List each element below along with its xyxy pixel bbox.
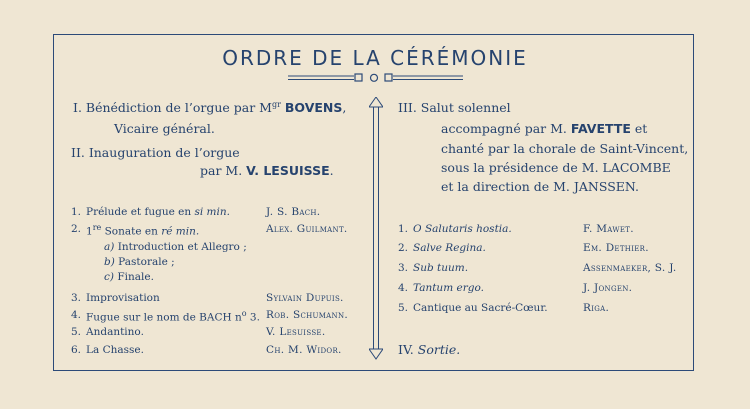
program-number: 3. (71, 292, 82, 304)
program-title: Tantum ergo. (413, 282, 484, 294)
section-ii-line2: par M. V. LESUISSE. (200, 163, 334, 178)
program-composer: Riga. (583, 302, 610, 314)
program-title: Improvisation (86, 292, 160, 304)
section-iv: IV. Sortie. (398, 342, 461, 357)
program-composer: Ch. M. Widor. (266, 344, 342, 356)
program-number: 2. (398, 242, 409, 254)
program-number: 1. (71, 206, 82, 218)
program-number: 5. (71, 326, 82, 338)
program-subitem: a) Introduction et Allegro ; (104, 241, 247, 253)
program-title: Cantique au Sacré-Cœur. (413, 302, 548, 314)
section-iii-line2: accompagné par M. FAVETTE et (441, 121, 648, 136)
program-composer: Assenmaeker, S. J. (583, 262, 677, 274)
program-number: 1. (398, 223, 409, 235)
section-ii-line1: II. Inauguration de l’orgue (71, 145, 240, 160)
program-composer: F. Mawet. (583, 223, 634, 235)
program-title: Andantino. (86, 326, 144, 338)
program-title: 1re Sonate en ré min. (86, 223, 200, 238)
section-iii-line3: chanté par la chorale de Saint-Vincent, (441, 141, 689, 156)
program-composer: Em. Dethier. (583, 242, 649, 254)
program-title: Fugue sur le nom de BACH $n^o$ 3. (86, 309, 260, 324)
section-i-line1: I. Bénédiction de l’orgue par $M^{gr}$ BOVENS, (73, 100, 347, 116)
program-subitem: b) Pastorale ; (104, 256, 175, 268)
program-title: La Chasse. (86, 344, 144, 356)
program-number: 6. (71, 344, 82, 356)
program-composer: Sylvain Dupuis. (266, 292, 344, 304)
program-title: O Salutaris hostia. (413, 223, 512, 235)
section-i-line2: Vicaire général. (114, 121, 215, 136)
program-composer: Rob. Schumann. (266, 309, 349, 321)
section-iii-line1: III. Salut solennel (398, 100, 511, 115)
program-composer: Alex. Guilmant. (266, 223, 348, 235)
program-number: 5. (398, 302, 409, 314)
section-iii-line5: et la direction de M. JANSSEN. (441, 179, 639, 194)
program-number: 4. (71, 309, 82, 321)
program-title: Salve Regina. (413, 242, 486, 254)
program-number: 4. (398, 282, 409, 294)
program-subitem: c) Finale. (104, 271, 154, 283)
double-arrow-divider (369, 97, 383, 360)
program-composer: J. S. Bach. (266, 206, 321, 218)
section-iii-line4: sous la présidence de M. LACOMBE (441, 160, 671, 175)
program-number: 2. (71, 223, 82, 235)
program-composer: J. Jongen. (583, 282, 633, 294)
program-composer: V. Lesuisse. (266, 326, 326, 338)
program-number: 3. (398, 262, 409, 274)
page-title: ORDRE DE LA CÉRÉMONIE (222, 46, 528, 70)
program-title: Sub tuum. (413, 262, 469, 274)
program-title: Prélude et fugue en si min. (86, 206, 230, 218)
title-ornament (288, 73, 463, 83)
